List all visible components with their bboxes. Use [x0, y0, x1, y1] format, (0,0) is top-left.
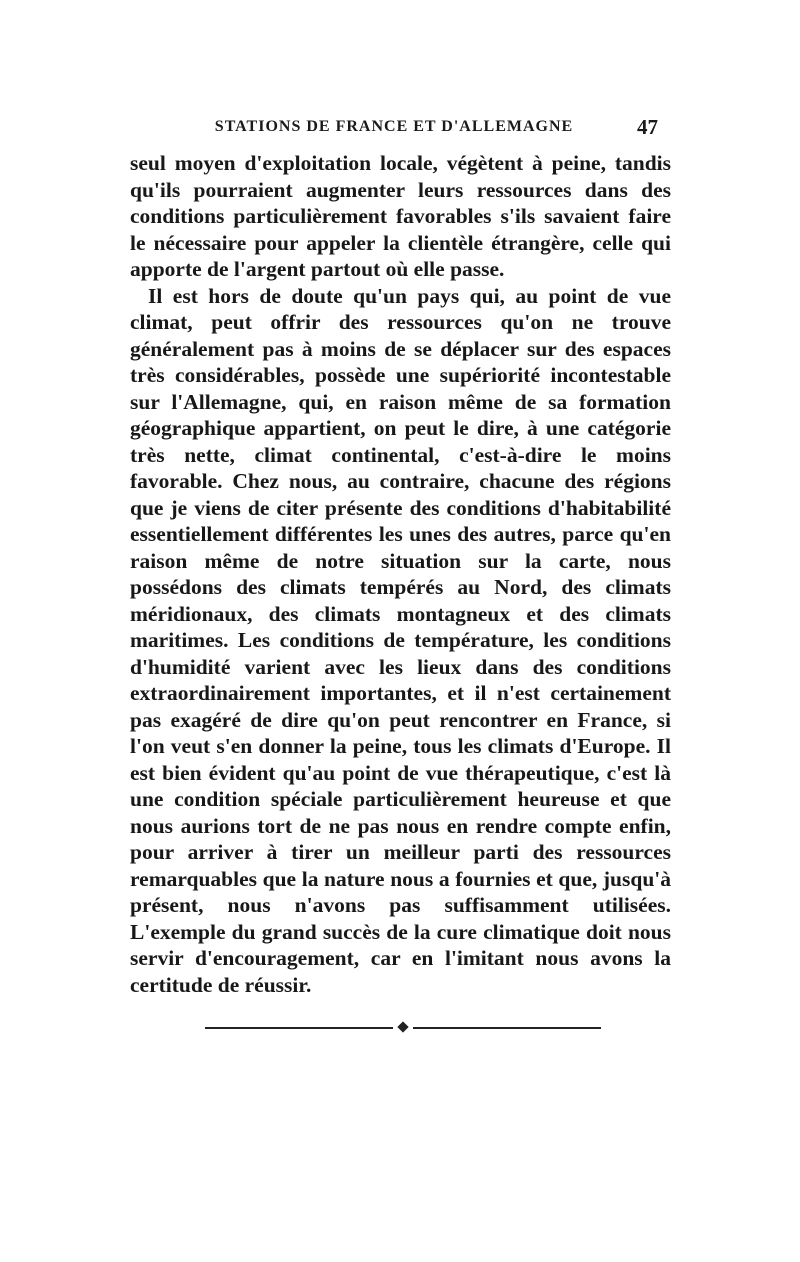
diamond-icon: [397, 1021, 408, 1032]
running-head: STATIONS DE FRANCE ET D'ALLEMAGNE: [214, 118, 574, 135]
paragraph-climate: Il est hors de doute qu'un pays qui, au point de vue climat, peut offrir des ressources qu'on ne trouve généralement pas à moins de se déplacer sur des espaces très considérables, possède une supériorité incontestable sur l'Allemagne, qui, en raison même de sa formation géographique appartient, on peut le dire, à une catégorie très nette, climat continental, c'est-à-dire le moins favorable. Chez nous, au contraire, chacune des régions que je viens de citer présente des conditions d'habitabilité essentiellement différentes les unes des autres, parce qu'en raison même de notre situation sur la carte, nous possédons des climats tempérés au Nord, des climats méridionaux, des climats montagneux et des climats maritimes. Les conditions de température, les conditions d'humidité varient avec les lieux dans des conditions extraordinairement importantes, et il n'est certainement pas exagéré de dire qu'on peut rencontrer en France, si l'on veut s'en donner la peine, tous les climats d'Europe. Il est bien évident qu'au point de vue thérapeutique, c'est là une condition spéciale particulièrement heureuse et que nous aurions tort de ne pas nous en rendre compte enfin, pour arriver à tirer un meilleur parti des ressources remarquables que la nature nous a fournies et que, jusqu'à présent, nous n'avons pas suffisamment utilisées. L'exemple du grand succès de la cure climatique doit nous servir d'encouragement, car en l'imitant nous avons la certitude de réussir.: [130, 283, 671, 997]
page-number: 47: [637, 115, 658, 139]
ornament-rule-left: [205, 1027, 393, 1029]
page-header: [130, 115, 658, 142]
end-ornament: [205, 1022, 601, 1034]
ornament-rule-right: [413, 1027, 601, 1029]
paragraph-continuation: seul moyen d'exploitation locale, végètent à peine, tandis qu'ils pourraient augmenter leurs ressources dans des conditions particulièrement favorables s'ils savaient faire le nécessaire pour appeler la clientèle étrangère, celle qui apporte de l'argent partout où elle passe.: [130, 151, 671, 281]
body-text: [130, 150, 671, 998]
